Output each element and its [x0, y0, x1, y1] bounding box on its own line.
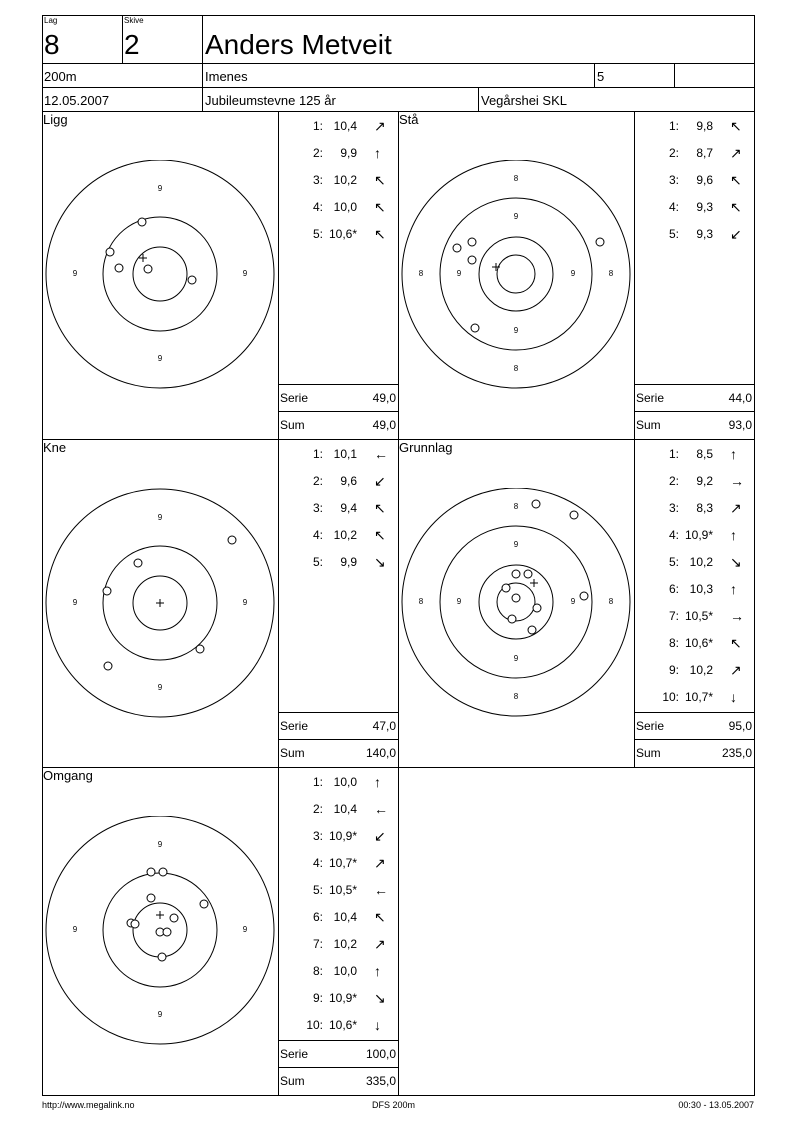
shot-number: 1: — [312, 775, 323, 789]
shot-row — [279, 775, 398, 795]
shot-row — [279, 119, 398, 139]
shot-number: 2: — [312, 146, 323, 160]
shot-value: 10,4 — [333, 802, 357, 816]
shot-row — [635, 227, 754, 247]
target-grunnlag — [399, 488, 633, 718]
shot-number: 10: — [662, 690, 679, 704]
shot-number: 5: — [312, 883, 323, 897]
shot-number: 1: — [668, 447, 679, 461]
skive-label: Skive — [124, 16, 144, 25]
shot-number: 3: — [312, 173, 323, 187]
direction-arrow-icon: ↖ — [374, 500, 386, 516]
shot-value: 9,2 — [696, 474, 713, 488]
shot-value: 10,2 — [333, 173, 357, 187]
sum-label: Sum — [280, 418, 305, 432]
target-ring — [402, 160, 630, 388]
serie-label: Serie — [636, 719, 665, 733]
shot-value: 10,0 — [333, 200, 357, 214]
direction-arrow-icon: ↗ — [730, 145, 742, 161]
shot-hole — [533, 604, 541, 612]
shot-row — [279, 528, 398, 548]
shot-number: 6: — [312, 910, 323, 924]
shot-hole — [580, 592, 588, 600]
direction-arrow-icon: ↖ — [730, 635, 742, 651]
shot-value: 10,1 — [333, 447, 357, 461]
shot-hole — [524, 570, 532, 578]
shot-value: 8,5 — [696, 447, 713, 461]
panel-title-sta: Stå — [399, 112, 419, 127]
shot-number: 3: — [312, 501, 323, 515]
sum-label: Sum — [280, 1074, 305, 1088]
direction-arrow-icon: ↖ — [374, 909, 386, 925]
shot-number: 8: — [312, 964, 323, 978]
shot-hole — [138, 218, 146, 226]
shot-number: 9: — [312, 991, 323, 1005]
shot-row — [635, 609, 754, 629]
ring-label: 9 — [157, 513, 163, 523]
shot-row — [279, 937, 398, 957]
shot-list-kne — [279, 440, 398, 712]
shot-hole — [471, 324, 479, 332]
shot-row — [635, 501, 754, 521]
direction-arrow-icon: ↑ — [730, 527, 737, 543]
shot-row — [279, 200, 398, 220]
sum-value: 49,0 — [372, 418, 396, 432]
shot-number: 7: — [312, 937, 323, 951]
shot-value: 10,6* — [684, 636, 713, 650]
shot-list-grunnlag — [635, 440, 754, 712]
shot-hole — [163, 928, 171, 936]
direction-arrow-icon: ← — [374, 882, 388, 898]
shot-value: 10,5* — [328, 883, 357, 897]
ring-label: 9 — [242, 269, 248, 279]
direction-arrow-icon: ← — [374, 446, 388, 462]
shot-row — [635, 447, 754, 467]
ring-label: 9 — [242, 925, 248, 935]
direction-arrow-icon: ↖ — [374, 527, 386, 543]
shot-value: 9,6 — [340, 474, 357, 488]
shot-hole — [200, 900, 208, 908]
shot-value: 10,9* — [328, 991, 357, 1005]
shot-row — [279, 474, 398, 494]
direction-arrow-icon: ↖ — [730, 199, 742, 215]
shot-number: 1: — [668, 119, 679, 133]
ring-label: 9 — [72, 598, 78, 608]
shot-number: 8: — [668, 636, 679, 650]
sum-value: 335,0 — [365, 1074, 396, 1088]
shot-value: 10,2 — [689, 555, 713, 569]
footer-url: http://www.megalink.no — [42, 1100, 135, 1110]
shot-number: 5: — [312, 555, 323, 569]
ring-label: 8 — [513, 692, 519, 702]
ring-label: 9 — [157, 1010, 163, 1020]
shot-hole — [570, 511, 578, 519]
sum-value: 140,0 — [365, 746, 396, 760]
shot-hole — [104, 662, 112, 670]
host-club: Vegårshei SKL — [481, 93, 568, 108]
target-ring — [479, 237, 553, 311]
shot-value: 10,0 — [333, 964, 357, 978]
shot-row — [635, 173, 754, 193]
shot-number: 4: — [312, 856, 323, 870]
direction-arrow-icon: ↖ — [374, 226, 386, 242]
shot-value: 9,4 — [340, 501, 357, 515]
shot-value: 10,2 — [333, 528, 357, 542]
shot-hole — [147, 894, 155, 902]
serie-value: 95,0 — [728, 719, 752, 733]
shot-hole — [528, 626, 536, 634]
shot-list-omgang — [279, 768, 398, 1040]
serie-label: Serie — [636, 391, 665, 405]
direction-arrow-icon: ↑ — [374, 145, 381, 161]
direction-arrow-icon: ↗ — [730, 500, 742, 516]
shot-row — [279, 856, 398, 876]
shot-hole — [106, 248, 114, 256]
direction-arrow-icon: ↖ — [374, 199, 386, 215]
shot-row — [279, 964, 398, 984]
shot-row — [279, 555, 398, 575]
shot-value: 9,8 — [696, 119, 713, 133]
center-mark — [156, 599, 164, 607]
event-name: Jubileumstevne 125 år — [205, 93, 336, 108]
ring-label: 9 — [570, 269, 576, 279]
direction-arrow-icon: ↘ — [374, 990, 386, 1006]
shot-number: 1: — [312, 119, 323, 133]
ring-label: 9 — [157, 354, 163, 364]
direction-arrow-icon: ↘ — [730, 554, 742, 570]
shot-value: 8,3 — [696, 501, 713, 515]
ring-label: 8 — [513, 364, 519, 374]
shot-number: 4: — [668, 200, 679, 214]
shot-number: 5: — [668, 555, 679, 569]
shot-hole — [103, 587, 111, 595]
shot-row — [279, 173, 398, 193]
sum-value: 93,0 — [728, 418, 752, 432]
direction-arrow-icon: ↑ — [730, 581, 737, 597]
shot-row — [635, 663, 754, 683]
serie-label: Serie — [280, 1047, 309, 1061]
serie-value: 44,0 — [728, 391, 752, 405]
direction-arrow-icon: ↙ — [374, 473, 386, 489]
shot-hole — [196, 645, 204, 653]
shot-hole — [453, 244, 461, 252]
shot-value: 9,9 — [340, 555, 357, 569]
shot-row — [279, 883, 398, 903]
direction-arrow-icon: ↑ — [374, 963, 381, 979]
shot-number: 5: — [668, 227, 679, 241]
club: Imenes — [205, 69, 248, 84]
shot-row — [635, 636, 754, 656]
ring-label: 9 — [242, 598, 248, 608]
shot-list-sta — [635, 112, 754, 384]
shot-row — [635, 474, 754, 494]
ring-label: 9 — [513, 540, 519, 550]
shot-row — [635, 690, 754, 710]
shot-hole — [159, 868, 167, 876]
center-mark — [530, 579, 538, 587]
ring-label: 9 — [157, 683, 163, 693]
shot-hole — [596, 238, 604, 246]
sum-value: 235,0 — [721, 746, 752, 760]
direction-arrow-icon: ↙ — [730, 226, 742, 242]
shot-number: 5: — [312, 227, 323, 241]
target-kne — [43, 488, 277, 718]
direction-arrow-icon: ↑ — [730, 446, 737, 462]
shot-hole — [131, 920, 139, 928]
shot-value: 10,2 — [689, 663, 713, 677]
shot-hole — [115, 264, 123, 272]
lag-label: Lag — [44, 16, 58, 25]
shot-number: 7: — [668, 609, 679, 623]
serie-value: 47,0 — [372, 719, 396, 733]
ring-label: 9 — [513, 212, 519, 222]
ring-label: 8 — [418, 597, 424, 607]
serie-value: 100,0 — [365, 1047, 396, 1061]
sum-label: Sum — [636, 418, 661, 432]
shot-row — [635, 200, 754, 220]
shot-number: 6: — [668, 582, 679, 596]
ring-label: 9 — [513, 654, 519, 664]
direction-arrow-icon: ↖ — [730, 118, 742, 134]
direction-arrow-icon: ↓ — [374, 1017, 381, 1033]
shot-number: 2: — [312, 474, 323, 488]
ring-label: 9 — [513, 326, 519, 336]
center-mark — [156, 911, 164, 919]
footer-program: DFS 200m — [372, 1100, 416, 1110]
ring-label: 8 — [513, 174, 519, 184]
shot-value: 9,6 — [696, 173, 713, 187]
shot-value: 10,4 — [333, 910, 357, 924]
shot-hole — [512, 594, 520, 602]
shot-value: 10,0 — [333, 775, 357, 789]
distance: 200m — [44, 69, 77, 84]
center-mark — [492, 263, 500, 271]
shot-value: 10,6* — [328, 1018, 357, 1032]
shot-hole — [158, 953, 166, 961]
shot-value: 10,9* — [328, 829, 357, 843]
panel-title-grunnlag: Grunnlag — [399, 440, 453, 455]
shot-number: 2: — [668, 474, 679, 488]
serie-label: Serie — [280, 391, 309, 405]
shot-hole — [468, 238, 476, 246]
shot-value: 10,6* — [328, 227, 357, 241]
shot-hole — [134, 559, 142, 567]
target-ring — [103, 217, 217, 331]
shot-value: 9,9 — [340, 146, 357, 160]
shot-number: 2: — [312, 802, 323, 816]
ring-label: 8 — [608, 269, 614, 279]
shot-hole — [508, 615, 516, 623]
shot-value: 10,3 — [689, 582, 713, 596]
shot-value: 10,5* — [684, 609, 713, 623]
shot-row — [279, 227, 398, 247]
shot-value: 10,2 — [333, 937, 357, 951]
date: 12.05.2007 — [44, 93, 110, 108]
ring-label: 9 — [72, 925, 78, 935]
shot-row — [635, 146, 754, 166]
shot-value: 8,7 — [696, 146, 713, 160]
direction-arrow-icon: ↗ — [730, 662, 742, 678]
ring-label: 8 — [513, 502, 519, 512]
shot-row — [279, 991, 398, 1011]
shot-hole — [170, 914, 178, 922]
shot-hole — [532, 500, 540, 508]
shot-hole — [144, 265, 152, 273]
shot-value: 10,7* — [684, 690, 713, 704]
ring-label: 8 — [608, 597, 614, 607]
shot-row — [279, 1018, 398, 1038]
direction-arrow-icon: ↘ — [374, 554, 386, 570]
panel-title-omgang: Omgang — [43, 768, 93, 783]
shot-number: 4: — [312, 200, 323, 214]
shot-hole — [502, 584, 510, 592]
shot-hole — [228, 536, 236, 544]
shot-number: 2: — [668, 146, 679, 160]
shot-row — [279, 501, 398, 521]
shot-hole — [468, 256, 476, 264]
shot-number: 1: — [312, 447, 323, 461]
shot-list-ligg — [279, 112, 398, 384]
shot-row — [635, 582, 754, 602]
shot-row — [635, 555, 754, 575]
shot-row — [635, 119, 754, 139]
lag-value: 8 — [44, 29, 60, 60]
ring-label: 9 — [570, 597, 576, 607]
shot-number: 4: — [668, 528, 679, 542]
direction-arrow-icon: ↑ — [374, 774, 381, 790]
sum-label: Sum — [280, 746, 305, 760]
shot-row — [279, 829, 398, 849]
target-omgang — [43, 816, 277, 1046]
ring-label: 8 — [418, 269, 424, 279]
shot-hole — [512, 570, 520, 578]
target-ring — [497, 255, 535, 293]
shot-value: 9,3 — [696, 200, 713, 214]
ring-label: 9 — [72, 269, 78, 279]
direction-arrow-icon: ↗ — [374, 855, 386, 871]
target-ligg — [43, 160, 277, 390]
ring-label: 9 — [157, 184, 163, 194]
shot-number: 3: — [668, 501, 679, 515]
serie-label: Serie — [280, 719, 309, 733]
ring-label: 9 — [456, 269, 462, 279]
direction-arrow-icon: ↖ — [374, 172, 386, 188]
shot-number: 4: — [312, 528, 323, 542]
direction-arrow-icon: ↓ — [730, 689, 737, 705]
sum-label: Sum — [636, 746, 661, 760]
panel-title-ligg: Ligg — [43, 112, 68, 127]
panel-title-kne: Kne — [43, 440, 67, 455]
direction-arrow-icon: ↗ — [374, 118, 386, 134]
direction-arrow-icon: ← — [374, 801, 388, 817]
ring-label: 9 — [456, 597, 462, 607]
direction-arrow-icon: ↙ — [374, 828, 386, 844]
shot-row — [279, 802, 398, 822]
direction-arrow-icon: ↖ — [730, 172, 742, 188]
target-ring — [133, 247, 187, 301]
target-sta — [399, 160, 633, 390]
shot-number: 10: — [306, 1018, 323, 1032]
shot-row — [279, 910, 398, 930]
shooter-name: Anders Metveit — [205, 29, 392, 60]
serie-value: 49,0 — [372, 391, 396, 405]
shot-row — [279, 146, 398, 166]
shot-value: 10,7* — [328, 856, 357, 870]
skive-value: 2 — [124, 29, 140, 60]
class: 5 — [597, 69, 605, 84]
direction-arrow-icon: ↗ — [374, 936, 386, 952]
shot-number: 9: — [668, 663, 679, 677]
footer-timestamp: 00:30 - 13.05.2007 — [678, 1100, 754, 1110]
shot-value: 9,3 — [696, 227, 713, 241]
shot-value: 10,4 — [333, 119, 357, 133]
shot-hole — [147, 868, 155, 876]
shot-value: 10,9* — [684, 528, 713, 542]
ring-label: 9 — [157, 840, 163, 850]
shot-number: 3: — [312, 829, 323, 843]
direction-arrow-icon: → — [730, 608, 744, 624]
shot-hole — [188, 276, 196, 284]
shot-number: 3: — [668, 173, 679, 187]
direction-arrow-icon: → — [730, 473, 744, 489]
shot-row — [635, 528, 754, 548]
shot-row — [279, 447, 398, 467]
